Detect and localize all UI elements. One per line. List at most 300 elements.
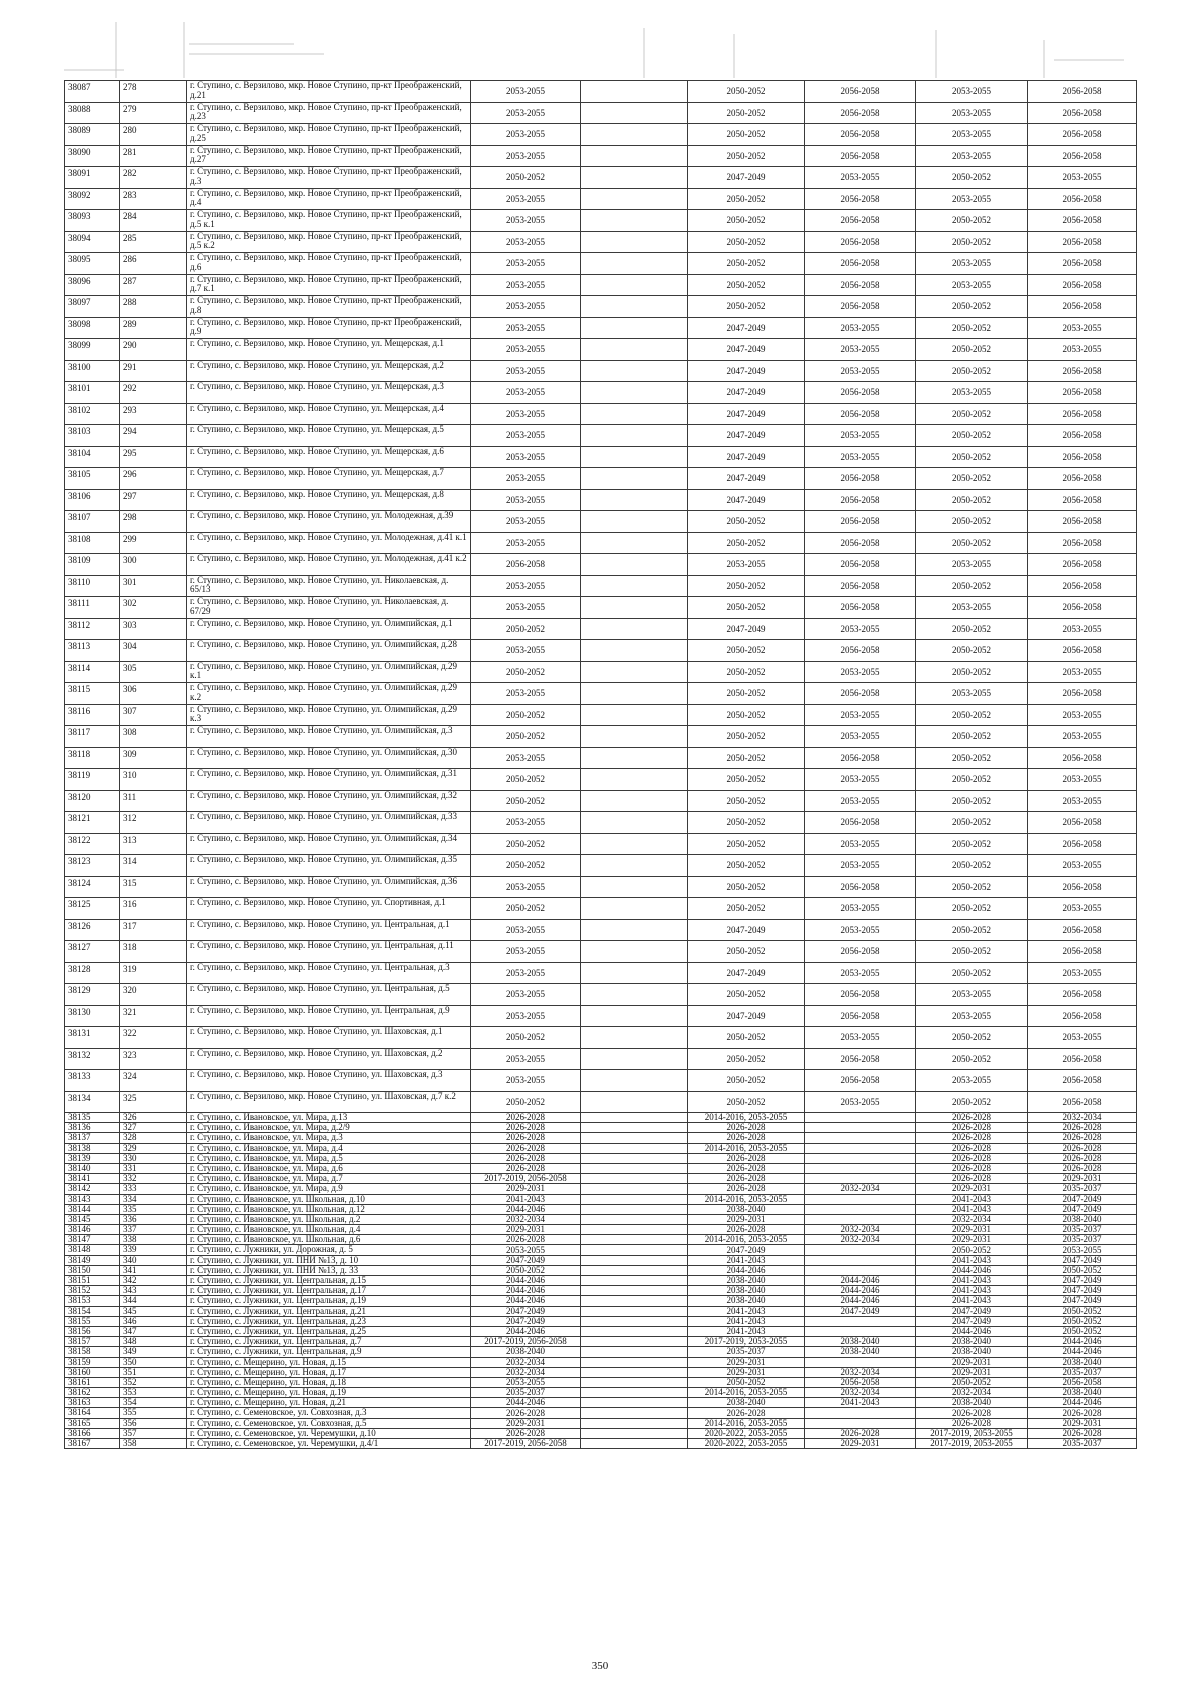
cell-period-1: 2026-2028 [471, 1113, 581, 1123]
cell-period-6: 2056-2058 [1028, 941, 1137, 963]
cell-period-4: 2053-2055 [805, 317, 916, 339]
cell-address: г. Ступино, с. Лужники, ул. Центральная, д.9 [187, 1347, 471, 1357]
cell-row-id: 38162 [65, 1388, 120, 1398]
cell-period-6: 2053-2055 [1028, 855, 1137, 877]
cell-period-2 [581, 1347, 688, 1357]
cell-period-1: 2053-2055 [471, 145, 581, 167]
table-row [65, 597, 1137, 619]
cell-address: г. Ступино, с. Верзилово, мкр. Новое Ступино, ул. Мещерская, д.2 [187, 360, 471, 382]
cell-period-6: 2050-2052 [1028, 1316, 1137, 1326]
cell-row-id: 38163 [65, 1398, 120, 1408]
cell-period-4: 2056-2058 [805, 102, 916, 124]
cell-address: г. Ступино, с. Верзилово, мкр. Новое Ступино, ул. Олимпийская, д.33 [187, 812, 471, 834]
cell-period-1: 2050-2052 [471, 704, 581, 726]
cell-row-number: 288 [120, 296, 187, 318]
cell-address: г. Ступино, с. Верзилово, мкр. Новое Ступино, ул. Мещерская, д.7 [187, 468, 471, 490]
table-row [65, 1163, 1137, 1173]
cell-period-5: 2050-2052 [916, 468, 1028, 490]
cell-period-6: 2035-2037 [1028, 1235, 1137, 1245]
cell-row-id: 38139 [65, 1153, 120, 1163]
cell-period-1: 2044-2046 [471, 1296, 581, 1306]
cell-period-6: 2056-2058 [1028, 876, 1137, 898]
cell-period-1: 2026-2028 [471, 1123, 581, 1133]
cell-period-3: 2050-2052 [688, 575, 805, 597]
cell-period-2 [581, 1194, 688, 1204]
cell-address: г. Ступино, с. Верзилово, мкр. Новое Ступино, ул. Мещерская, д.5 [187, 425, 471, 447]
cell-period-1: 2053-2055 [471, 296, 581, 318]
cell-period-5: 2053-2055 [916, 984, 1028, 1006]
cell-address: г. Ступино, с. Ивановское, ул. Школьная, д.4 [187, 1225, 471, 1235]
cell-address: г. Ступино, с. Верзилово, мкр. Новое Ступино, ул. Олимпийская, д.36 [187, 876, 471, 898]
cell-period-6: 2026-2028 [1028, 1163, 1137, 1173]
cell-address: г. Ступино, с. Верзилово, мкр. Новое Ступино, ул. Центральная, д.9 [187, 1005, 471, 1027]
cell-period-5: 2041-2043 [916, 1296, 1028, 1306]
cell-period-2 [581, 1265, 688, 1275]
cell-period-4: 2056-2058 [805, 554, 916, 576]
cell-period-4 [805, 1133, 916, 1143]
cell-period-1: 2053-2055 [471, 1048, 581, 1070]
cell-row-number: 329 [120, 1143, 187, 1153]
cell-row-id: 38143 [65, 1194, 120, 1204]
cell-period-2 [581, 532, 688, 554]
cell-row-id: 38114 [65, 661, 120, 683]
cell-period-6: 2056-2058 [1028, 425, 1137, 447]
table-row [65, 1255, 1137, 1265]
cell-period-4: 2053-2055 [805, 898, 916, 920]
cell-period-6: 2032-2034 [1028, 1113, 1137, 1123]
cell-period-3: 2047-2049 [688, 489, 805, 511]
cell-period-3: 2047-2049 [688, 167, 805, 189]
cell-address: г. Ступино, с. Семеновское, ул. Черемушки, д.10 [187, 1428, 471, 1438]
table-row [65, 1133, 1137, 1143]
cell-row-id: 38137 [65, 1133, 120, 1143]
cell-period-6: 2056-2058 [1028, 81, 1137, 103]
cell-period-4: 2053-2055 [805, 1027, 916, 1049]
cell-period-1: 2053-2055 [471, 1377, 581, 1387]
cell-row-id: 38144 [65, 1204, 120, 1214]
cell-row-id: 38118 [65, 747, 120, 769]
cell-row-id: 38158 [65, 1347, 120, 1357]
cell-period-1: 2038-2040 [471, 1347, 581, 1357]
cell-row-id: 38123 [65, 855, 120, 877]
cell-period-6: 2056-2058 [1028, 468, 1137, 490]
cell-period-1: 2050-2052 [471, 726, 581, 748]
cell-period-4: 2056-2058 [805, 231, 916, 253]
cell-period-6: 2053-2055 [1028, 790, 1137, 812]
cell-period-5: 2053-2055 [916, 102, 1028, 124]
cell-row-number: 358 [120, 1439, 187, 1449]
cell-period-4: 2056-2058 [805, 253, 916, 275]
cell-period-3: 2050-2052 [688, 812, 805, 834]
cell-period-4 [805, 1418, 916, 1428]
cell-period-5: 2050-2052 [916, 790, 1028, 812]
cell-period-3: 2014-2016, 2053-2055 [688, 1113, 805, 1123]
cell-period-6: 2044-2046 [1028, 1337, 1137, 1347]
cell-period-2 [581, 1133, 688, 1143]
cell-address: г. Ступино, с. Ивановское, ул. Мира, д.13 [187, 1113, 471, 1123]
cell-row-id: 38106 [65, 489, 120, 511]
cell-period-6: 2038-2040 [1028, 1357, 1137, 1367]
cell-period-6: 2053-2055 [1028, 726, 1137, 748]
cell-address: г. Ступино, с. Верзилово, мкр. Новое Ступино, пр-кт Преображенский, д.27 [187, 145, 471, 167]
cell-address: г. Ступино, с. Ивановское, ул. Школьная, д.6 [187, 1235, 471, 1245]
table-row [65, 1337, 1137, 1347]
cell-period-3: 2014-2016, 2053-2055 [688, 1418, 805, 1428]
cell-row-number: 311 [120, 790, 187, 812]
cell-address: г. Ступино, с. Семеновское, ул. Совхозная, д.3 [187, 1408, 471, 1418]
cell-period-2 [581, 1005, 688, 1027]
cell-address: г. Ступино, с. Верзилово, мкр. Новое Ступино, ул. Шаховская, д.2 [187, 1048, 471, 1070]
cell-period-6: 2026-2028 [1028, 1143, 1137, 1153]
cell-period-4 [805, 1408, 916, 1418]
cell-period-5: 2050-2052 [916, 489, 1028, 511]
cell-period-3: 2047-2049 [688, 317, 805, 339]
cell-period-5: 2050-2052 [916, 769, 1028, 791]
cell-period-3: 2029-2031 [688, 1367, 805, 1377]
cell-period-5: 2026-2028 [916, 1163, 1028, 1173]
cell-period-6: 2056-2058 [1028, 253, 1137, 275]
cell-period-4: 2056-2058 [805, 382, 916, 404]
cell-period-1: 2053-2055 [471, 81, 581, 103]
cell-period-1: 2053-2055 [471, 984, 581, 1006]
cell-period-2 [581, 296, 688, 318]
table-row [65, 511, 1137, 533]
table-row [65, 876, 1137, 898]
cell-row-id: 38142 [65, 1184, 120, 1194]
cell-period-2 [581, 167, 688, 189]
page-number: 350 [591, 1660, 609, 1672]
cell-period-3: 2050-2052 [688, 210, 805, 232]
cell-period-3: 2047-2049 [688, 382, 805, 404]
cell-row-number: 291 [120, 360, 187, 382]
table-row [65, 81, 1137, 103]
cell-period-6: 2029-2031 [1028, 1418, 1137, 1428]
cell-row-number: 340 [120, 1255, 187, 1265]
table-row [65, 1418, 1137, 1428]
cell-period-3: 2038-2040 [688, 1398, 805, 1408]
cell-period-6: 2053-2055 [1028, 898, 1137, 920]
cell-row-id: 38087 [65, 81, 120, 103]
cell-period-4: 2053-2055 [805, 833, 916, 855]
cell-period-6: 2056-2058 [1028, 984, 1137, 1006]
cell-period-1: 2029-2031 [471, 1184, 581, 1194]
cell-period-1: 2035-2037 [471, 1388, 581, 1398]
table-row [65, 1388, 1137, 1398]
table-row [65, 1113, 1137, 1123]
cell-period-6: 2056-2058 [1028, 446, 1137, 468]
cell-period-2 [581, 855, 688, 877]
cell-period-4: 2056-2058 [805, 468, 916, 490]
cell-period-1: 2026-2028 [471, 1408, 581, 1418]
cell-period-5: 2050-2052 [916, 661, 1028, 683]
cell-address: г. Ступино, с. Верзилово, мкр. Новое Ступино, ул. Олимпийская, д.3 [187, 726, 471, 748]
cell-row-number: 326 [120, 1113, 187, 1123]
table-row [65, 1357, 1137, 1367]
cell-period-4 [805, 1194, 916, 1204]
cell-period-3: 2050-2052 [688, 296, 805, 318]
cell-period-2 [581, 468, 688, 490]
table-row [65, 1439, 1137, 1449]
cell-address: г. Ступино, с. Лужники, ул. Дорожная, д. 5 [187, 1245, 471, 1255]
cell-period-2 [581, 317, 688, 339]
cell-period-3: 2050-2052 [688, 747, 805, 769]
cell-address: г. Ступино, с. Ивановское, ул. Мира, д.2/9 [187, 1123, 471, 1133]
cell-period-5: 2050-2052 [916, 296, 1028, 318]
cell-row-number: 278 [120, 81, 187, 103]
cell-period-1: 2044-2046 [471, 1276, 581, 1286]
cell-period-1: 2050-2052 [471, 167, 581, 189]
cell-row-id: 38157 [65, 1337, 120, 1347]
cell-period-6: 2026-2028 [1028, 1153, 1137, 1163]
cell-period-6: 2056-2058 [1028, 640, 1137, 662]
cell-row-id: 38149 [65, 1255, 120, 1265]
cell-period-3: 2047-2049 [688, 962, 805, 984]
cell-row-id: 38119 [65, 769, 120, 791]
cell-period-6: 2053-2055 [1028, 1027, 1137, 1049]
cell-period-6: 2035-2037 [1028, 1367, 1137, 1377]
cell-period-6: 2056-2058 [1028, 1048, 1137, 1070]
cell-period-1: 2053-2055 [471, 1245, 581, 1255]
cell-period-4: 2029-2031 [805, 1439, 916, 1449]
cell-period-3: 2047-2049 [688, 1005, 805, 1027]
cell-period-2 [581, 81, 688, 103]
cell-period-2 [581, 1286, 688, 1296]
cell-address: г. Ступино, с. Ивановское, ул. Школьная, д.10 [187, 1194, 471, 1204]
cell-row-number: 328 [120, 1133, 187, 1143]
table-row [65, 1306, 1137, 1316]
cell-address: г. Ступино, с. Ивановское, ул. Мира, д.7 [187, 1174, 471, 1184]
cell-period-2 [581, 1255, 688, 1265]
cell-period-5: 2050-2052 [916, 962, 1028, 984]
cell-period-6: 2056-2058 [1028, 360, 1137, 382]
cell-period-1: 2053-2055 [471, 339, 581, 361]
cell-period-1: 2053-2055 [471, 274, 581, 296]
table-row [65, 726, 1137, 748]
cell-period-3: 2020-2022, 2053-2055 [688, 1428, 805, 1438]
cell-period-4: 2056-2058 [805, 812, 916, 834]
cell-row-id: 38098 [65, 317, 120, 339]
cell-row-number: 314 [120, 855, 187, 877]
cell-period-5: 2050-2052 [916, 640, 1028, 662]
cell-period-2 [581, 661, 688, 683]
cell-period-3: 2050-2052 [688, 984, 805, 1006]
cell-period-3: 2050-2052 [688, 855, 805, 877]
cell-address: г. Ступино, с. Верзилово, мкр. Новое Ступино, пр-кт Преображенский, д.25 [187, 124, 471, 146]
cell-period-2 [581, 1316, 688, 1326]
table-row [65, 274, 1137, 296]
cell-period-1: 2026-2028 [471, 1153, 581, 1163]
cell-row-number: 297 [120, 489, 187, 511]
table-row [65, 812, 1137, 834]
cell-period-1: 2017-2019, 2056-2058 [471, 1337, 581, 1347]
cell-period-2 [581, 640, 688, 662]
cell-period-5: 2053-2055 [916, 124, 1028, 146]
cell-period-3: 2050-2052 [688, 1048, 805, 1070]
cell-period-2 [581, 489, 688, 511]
cell-period-3: 2026-2028 [688, 1133, 805, 1143]
cell-row-id: 38160 [65, 1367, 120, 1377]
table-row [65, 1265, 1137, 1275]
table-row [65, 1296, 1137, 1306]
cell-period-5: 2032-2034 [916, 1388, 1028, 1398]
table-row [65, 210, 1137, 232]
cell-row-number: 325 [120, 1091, 187, 1113]
cell-address: г. Ступино, с. Верзилово, мкр. Новое Ступино, ул. Олимпийская, д.29 к.3 [187, 704, 471, 726]
cell-period-3: 2026-2028 [688, 1153, 805, 1163]
cell-period-1: 2026-2028 [471, 1428, 581, 1438]
cell-period-4: 2041-2043 [805, 1398, 916, 1408]
cell-address: г. Ступино, с. Семеновское, ул. Черемушки, д.4/1 [187, 1439, 471, 1449]
cell-address: г. Ступино, с. Верзилово, мкр. Новое Ступино, ул. Олимпийская, д.1 [187, 618, 471, 640]
cell-period-1: 2044-2046 [471, 1286, 581, 1296]
cell-period-6: 2056-2058 [1028, 1005, 1137, 1027]
cell-address: г. Ступино, с. Верзилово, мкр. Новое Ступино, пр-кт Преображенский, д.3 [187, 167, 471, 189]
cell-row-number: 296 [120, 468, 187, 490]
cell-row-number: 330 [120, 1153, 187, 1163]
cell-period-2 [581, 597, 688, 619]
table-row [65, 1091, 1137, 1113]
table-row [65, 1005, 1137, 1027]
table-row [65, 1377, 1137, 1387]
cell-period-2 [581, 984, 688, 1006]
cell-row-number: 294 [120, 425, 187, 447]
table-row [65, 1184, 1137, 1194]
cell-period-2 [581, 1388, 688, 1398]
cell-period-2 [581, 1367, 688, 1377]
cell-period-5: 2026-2028 [916, 1408, 1028, 1418]
table-row [65, 898, 1137, 920]
cell-period-4: 2038-2040 [805, 1337, 916, 1347]
cell-period-6: 2056-2058 [1028, 274, 1137, 296]
cell-period-2 [581, 812, 688, 834]
cell-row-number: 337 [120, 1225, 187, 1235]
cell-address: г. Ступино, с. Семеновское, ул. Совхозная, д.5 [187, 1418, 471, 1428]
cell-period-4 [805, 1163, 916, 1173]
cell-row-number: 307 [120, 704, 187, 726]
cell-period-5: 2050-2052 [916, 812, 1028, 834]
cell-period-4: 2056-2058 [805, 532, 916, 554]
table-row [65, 102, 1137, 124]
cell-period-6: 2047-2049 [1028, 1194, 1137, 1204]
cell-row-number: 320 [120, 984, 187, 1006]
cell-row-id: 38129 [65, 984, 120, 1006]
cell-period-3: 2047-2049 [688, 360, 805, 382]
cell-period-6: 2056-2058 [1028, 188, 1137, 210]
cell-row-number: 283 [120, 188, 187, 210]
cell-period-2 [581, 1070, 688, 1092]
cell-period-2 [581, 188, 688, 210]
cell-period-2 [581, 1408, 688, 1418]
cell-period-3: 2047-2049 [688, 919, 805, 941]
cell-period-6: 2053-2055 [1028, 167, 1137, 189]
cell-row-id: 38133 [65, 1070, 120, 1092]
cell-period-5: 2029-2031 [916, 1357, 1028, 1367]
cell-row-id: 38093 [65, 210, 120, 232]
cell-period-4 [805, 1255, 916, 1265]
cell-period-4: 2056-2058 [805, 1070, 916, 1092]
cell-period-4: 2056-2058 [805, 1377, 916, 1387]
cell-address: г. Ступино, с. Верзилово, мкр. Новое Ступино, ул. Олимпийская, д.29 к.2 [187, 683, 471, 705]
cell-period-1: 2050-2052 [471, 898, 581, 920]
cell-row-id: 38102 [65, 403, 120, 425]
cell-period-6: 2047-2049 [1028, 1255, 1137, 1265]
cell-row-number: 357 [120, 1428, 187, 1438]
cell-period-1: 2032-2034 [471, 1214, 581, 1224]
cell-period-5: 2053-2055 [916, 188, 1028, 210]
cell-period-1: 2053-2055 [471, 575, 581, 597]
cell-row-number: 350 [120, 1357, 187, 1367]
cell-period-6: 2056-2058 [1028, 489, 1137, 511]
cell-period-1: 2053-2055 [471, 102, 581, 124]
table-row [65, 1070, 1137, 1092]
cell-period-5: 2038-2040 [916, 1398, 1028, 1408]
cell-row-number: 317 [120, 919, 187, 941]
cell-period-2 [581, 1048, 688, 1070]
cell-address: г. Ступино, с. Лужники, ул. Центральная, д.15 [187, 1276, 471, 1286]
cell-period-2 [581, 1398, 688, 1408]
cell-period-1: 2053-2055 [471, 511, 581, 533]
cell-period-5: 2050-2052 [916, 403, 1028, 425]
cell-period-2 [581, 425, 688, 447]
cell-period-4: 2056-2058 [805, 210, 916, 232]
cell-row-id: 38095 [65, 253, 120, 275]
cell-period-6: 2056-2058 [1028, 511, 1137, 533]
cell-period-6: 2056-2058 [1028, 1070, 1137, 1092]
cell-row-number: 323 [120, 1048, 187, 1070]
cell-row-id: 38089 [65, 124, 120, 146]
cell-row-number: 353 [120, 1388, 187, 1398]
cell-period-3: 2047-2049 [688, 339, 805, 361]
cell-period-5: 2053-2055 [916, 683, 1028, 705]
cell-row-number: 336 [120, 1214, 187, 1224]
cell-address: г. Ступино, с. Верзилово, мкр. Новое Ступино, ул. Центральная, д.3 [187, 962, 471, 984]
cell-period-5: 2044-2046 [916, 1265, 1028, 1275]
cell-period-2 [581, 919, 688, 941]
cell-period-4: 2056-2058 [805, 124, 916, 146]
cell-row-number: 309 [120, 747, 187, 769]
cell-address: г. Ступино, с. Верзилово, мкр. Новое Ступино, пр-кт Преображенский, д.5 к.2 [187, 231, 471, 253]
cell-row-number: 301 [120, 575, 187, 597]
cell-period-4: 2056-2058 [805, 941, 916, 963]
cell-row-id: 38152 [65, 1286, 120, 1296]
table-row [65, 575, 1137, 597]
cell-period-3: 2050-2052 [688, 231, 805, 253]
cell-row-id: 38088 [65, 102, 120, 124]
cell-address: г. Ступино, с. Мещерино, ул. Новая, д.19 [187, 1388, 471, 1398]
cell-period-5: 2050-2052 [916, 511, 1028, 533]
cell-period-4: 2056-2058 [805, 597, 916, 619]
cell-period-4: 2053-2055 [805, 167, 916, 189]
table-row [65, 403, 1137, 425]
schedule-table [64, 80, 1137, 1449]
cell-period-6: 2056-2058 [1028, 747, 1137, 769]
cell-period-3: 2047-2049 [688, 403, 805, 425]
cell-period-1: 2050-2052 [471, 618, 581, 640]
cell-period-6: 2056-2058 [1028, 296, 1137, 318]
table-row [65, 1408, 1137, 1418]
cell-row-id: 38120 [65, 790, 120, 812]
cell-period-1: 2053-2055 [471, 425, 581, 447]
cell-period-1: 2050-2052 [471, 769, 581, 791]
cell-period-5: 2026-2028 [916, 1153, 1028, 1163]
cell-period-1: 2053-2055 [471, 403, 581, 425]
cell-row-number: 292 [120, 382, 187, 404]
cell-row-id: 38111 [65, 597, 120, 619]
cell-period-6: 2047-2049 [1028, 1276, 1137, 1286]
cell-period-2 [581, 1377, 688, 1387]
cell-period-5: 2050-2052 [916, 360, 1028, 382]
cell-period-5: 2053-2055 [916, 274, 1028, 296]
